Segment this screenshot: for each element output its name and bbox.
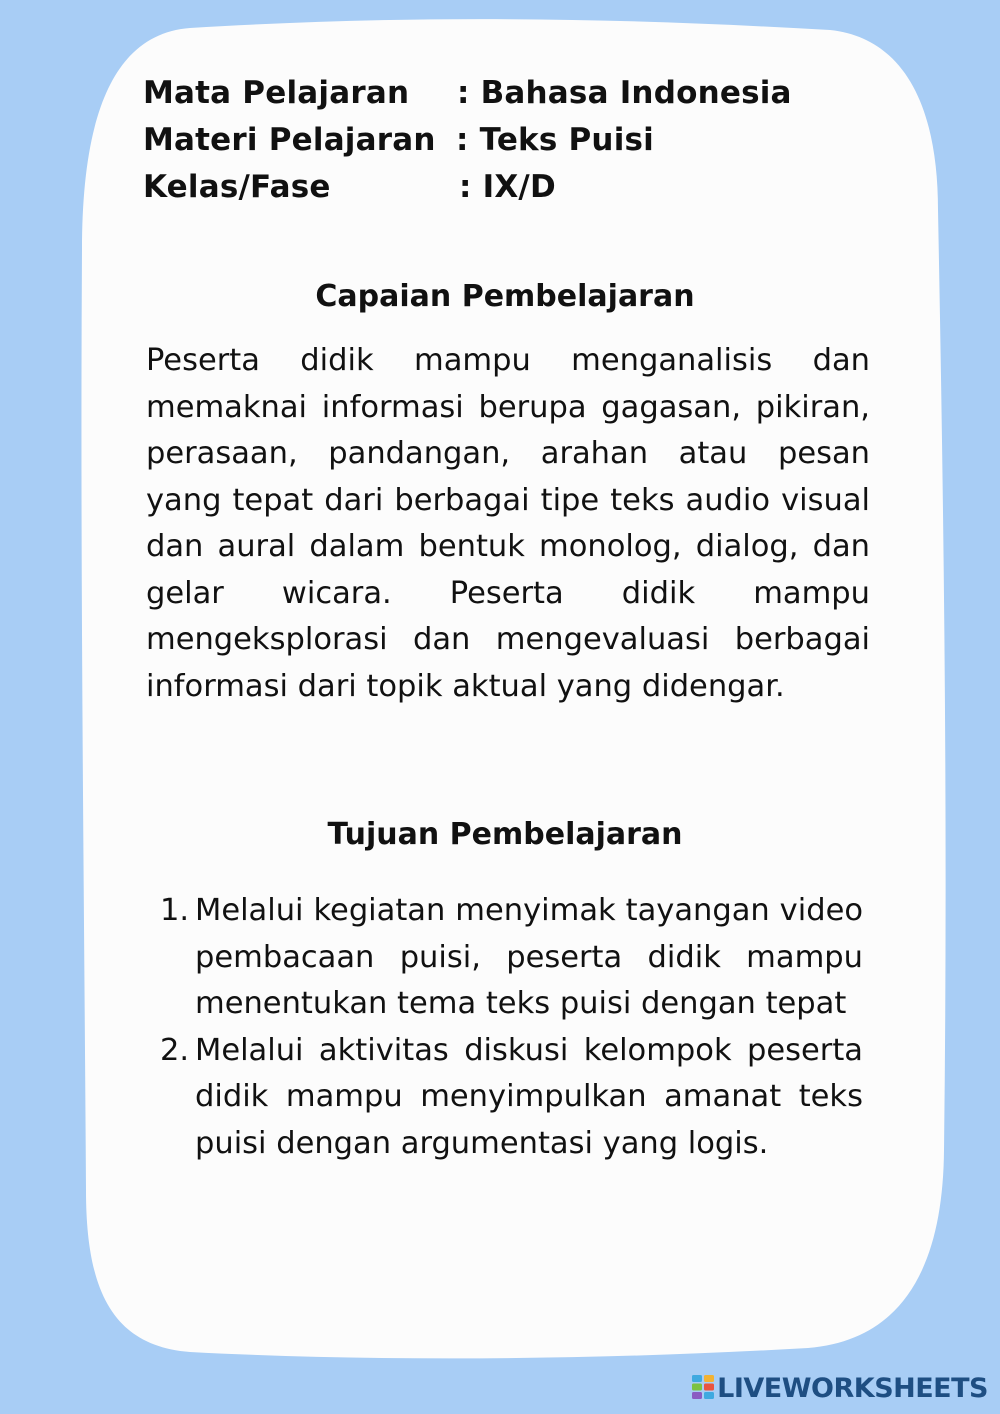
list-item-text: Melalui aktivitas diskusi kelompok peserta didik mampu menyimpulkan amanat teks puisi dengan argumentasi yang logis.	[195, 1032, 863, 1161]
tujuan-heading: Tujuan Pembelajaran	[327, 817, 683, 852]
subject-label: Mata Pelajaran	[143, 75, 410, 111]
class-value: : IX/D	[459, 169, 556, 205]
brand-name: LIVEWORKSHEETS	[717, 1373, 988, 1404]
material-label: Materi Pelajaran	[143, 122, 436, 158]
liveworksheets-logo-icon	[692, 1375, 714, 1403]
tujuan-list	[160, 888, 863, 1167]
material-value: : Teks Puisi	[456, 122, 654, 158]
list-item-number: 1.	[160, 893, 190, 928]
list-item	[160, 1028, 863, 1168]
material-row	[143, 117, 792, 164]
class-label: Kelas/Fase	[143, 169, 331, 205]
capaian-heading: Capaian Pembelajaran	[315, 279, 695, 314]
capaian-text: Peserta didik mampu menganalisis dan memaknai informasi berupa gagasan, pikiran, perasaan, pandangan, arahan atau pesan yang tepat dari berbagai tipe teks audio visual dan aural dalam bentuk monolog, dialog, dan gelar wicara. Peserta didik mampu mengeksplorasi dan mengevaluasi berbagai informasi dari topik aktual yang didengar.	[146, 343, 870, 704]
subject-row	[143, 70, 792, 117]
lesson-info	[143, 70, 792, 211]
class-row	[143, 164, 792, 211]
list-item-number: 2.	[160, 1032, 190, 1068]
list-item-text: Melalui kegiatan menyimak tayangan video pembacaan puisi, peserta didik mampu menentukan tema teks puisi dengan tepat	[195, 893, 863, 1021]
list-item	[160, 888, 863, 1028]
liveworksheets-brand	[692, 1373, 988, 1404]
subject-value: : Bahasa Indonesia	[457, 75, 792, 111]
